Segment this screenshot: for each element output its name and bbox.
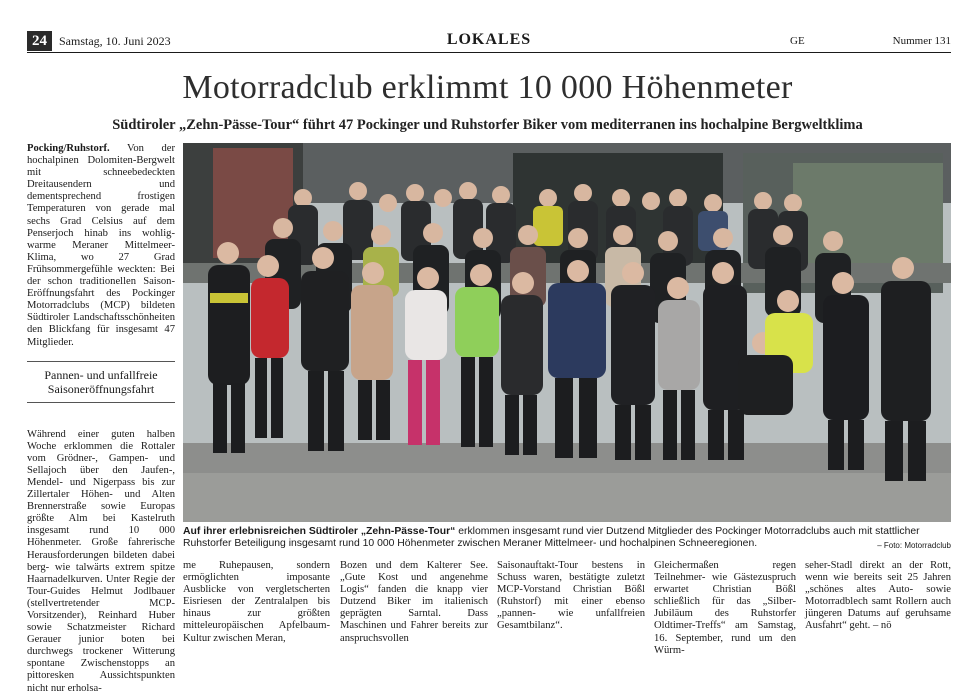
page-number: 24 xyxy=(27,31,52,51)
group-photo xyxy=(183,143,951,522)
photo-caption-text: erklommen insgesamt rund vier Dutzend Mitglieder des Pockinger Motorradclubs auch mit stattlicher Ruhstorfer Beteiligung insgesamt rund 10 000 Höhenmeter zwischen Meraner Mittelmeer- und hochalpinen Schneeregionen. xyxy=(183,526,920,550)
bottom-column-1: me Ruhepausen, sondern ermöglichten imposante Ausblicke von vergletscherten Eisriesen der Zentralalpen bis hinaus zur größten mitteleuropäischen Apfelbaum-Kultur zwischen Meran, xyxy=(183,560,330,644)
bottom-column-5: seher-Stadl direkt an der Rott, wenn wie bereits seit 25 Jahren „schönes altes Auto- sowie Motorradblech samt Rollern auch jüngeren Datums auf geruhsame Ausfahrt“ geht. – nö xyxy=(805,560,951,632)
body-paragraph: Während einer guten halben Woche erklommen die Rottaler vom Grödner-, Gampen- und Sellajoch über den Jaufen-, Mendel- und Nigerpass bis zur Zillertaler Höhen- und Alten Brennerstraße sowie Europas größte Alm bei Kastelruth insgesamt rund 10 000 Höhenmeter. Große fahrerische Herausforderungen bildeten dabei berg- wie talwärts extrem spitze Haarnadelkurven. Unter Regie der Tour-Guides Helmut Jodlbauer (stellvertretender MCP-Vorsitzender), Reinhard Huber sowie Schatzmeister Richard Gerauer junior boten bei durchwegs trockener Witterung spontane Zwischenstopps an pittoresken Aussichtspunkten nicht nur erholsa- xyxy=(27,428,175,694)
group-photo-illustration xyxy=(183,143,951,522)
bottom-column-4: Gleichermaßen regen Teilnehmer- wie Gästezuspruch erwartet Christian Bößl schließlich für das „Silber-Jubiläum des Ruhstorfer Oldtimer-Treffs“ am Samstag, 16. September, rund um den Würm- xyxy=(654,560,796,656)
page-header xyxy=(27,31,951,53)
bottom-column-3: Saisonauftakt-Tour bestens in Schuss waren, bestätigte zuletzt MCP-Vorstand Christian Bößl (Ruhstorf) mit einer ebenso „pannen- wie unfallfreien Gesamtbilanz“. xyxy=(497,560,645,632)
dateline: Pocking/Ruhstorf. xyxy=(27,143,110,154)
lead-text: Von der hochalpinen Dolomiten-Bergwelt mit schneebedeckten Dreitausendern und dementsprechend frostigen Temperaturen von gerade mal sechs Grad Celsius auf dem Penserjoch hinab ins wohlig-warme Meraner Mittelmeer-Klima, wo 27 Grad Frühsommergefühle weckten: Bei der schon traditionellen Saison-Eröffnungsfahrt des Pockinger Motorradclubs (MCP) bildeten Südtiroler Landschaftsschönheiten den Blickfang für insgesamt 47 Mitglieder. xyxy=(27,143,175,348)
article-headline: Motorradclub erklimmt 10 000 Höhenmeter xyxy=(182,69,793,106)
photo-caption xyxy=(183,526,951,551)
left-column xyxy=(27,143,175,695)
issue-number: Nummer 131 xyxy=(892,35,951,47)
bottom-column-2: Bozen und dem Kalterer See. „Gute Kost und angenehme Logis“ fanden die knapp vier Dutzend Biker im italienisch geprägten Sarntal. Dass Maschinen und Fahrer bereits zur anspruchsvollen xyxy=(340,560,488,644)
edition-code: GE xyxy=(790,35,805,47)
lead-paragraph xyxy=(27,143,175,349)
article-subheadline: Südtiroler „Zehn-Pässe-Tour“ führt 47 Pockinger und Ruhstorfer Biker vom mediterranen ins hochalpine Bergweltklima xyxy=(112,117,863,133)
intertitle: Pannen- und unfallfreie Saisoneröffnungsfahrt xyxy=(27,361,175,403)
issue-date: Samstag, 10. Juni 2023 xyxy=(59,34,171,48)
section-title: LOKALES xyxy=(446,31,532,48)
photo-caption-lead: Auf ihrer erlebnisreichen Südtiroler „Zehn-Pässe-Tour“ xyxy=(183,526,456,537)
photo-credit: – Foto: Motorradclub xyxy=(877,541,951,550)
